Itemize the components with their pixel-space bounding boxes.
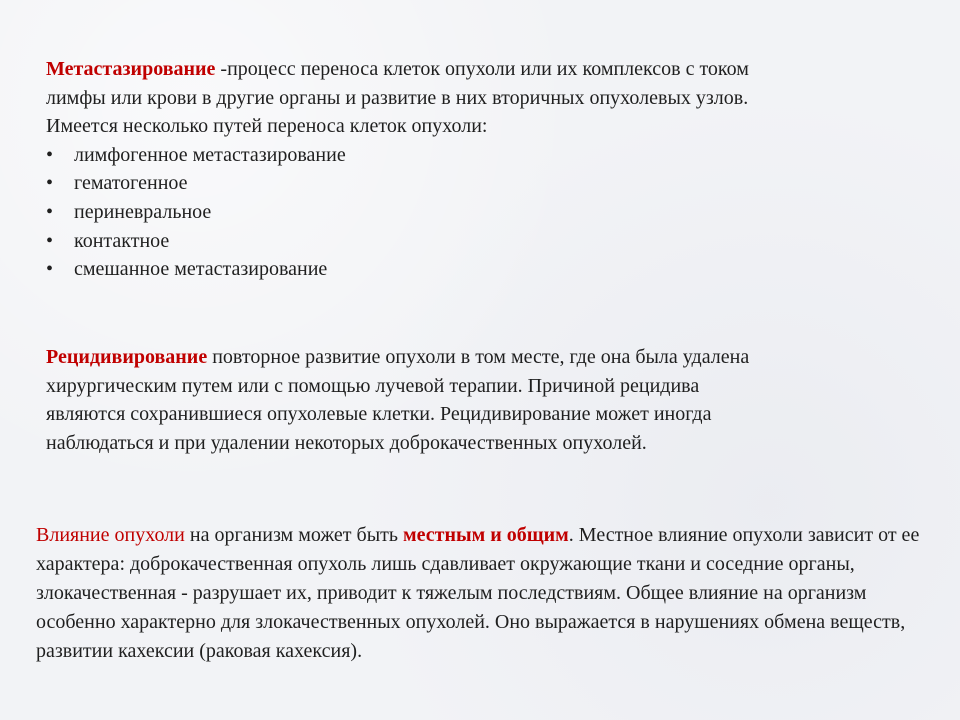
metastasis-section (46, 55, 756, 284)
metastasis-routes-list (46, 141, 756, 284)
list-item (46, 227, 756, 256)
route-label: смешанное метастазирование (74, 258, 328, 281)
influence-section (36, 521, 924, 666)
influence-term: Влияние опухоли (36, 524, 185, 546)
list-item (46, 169, 756, 198)
recurrence-paragraph (46, 343, 756, 457)
influence-text-after: . Местное влияние опухоли зависит от ее характера: доброкачественная опухоль лишь сдавливает окружающие ткани и соседние органы, злокачественная - разрушает их, приводит к тяжелым последствиям. Общее влияние на организм особенно характерно для злокачественных опухолей. Оно выражается в нарушениях обмена веществ, развитии кахексии (раковая кахексия). (36, 524, 920, 662)
bullet-icon: • (46, 200, 54, 223)
bullet-icon: • (46, 172, 54, 195)
route-label: периневральное (74, 200, 212, 223)
recurrence-definition: повторное развитие опухоли в том месте, где она была удалена хирургическим путем или с помощью лучевой терапии. Причиной рецидива являются сохранившиеся опухолевые клетки. Рецидивирование может иногда наблюдаться и при удалении некоторых доброкачественных опухолей. (46, 346, 750, 454)
influence-highlight: местным и общим (403, 524, 569, 546)
list-item (46, 141, 756, 170)
list-item (46, 255, 756, 284)
list-item (46, 198, 756, 227)
bullet-icon: • (46, 143, 54, 166)
metastasis-paragraph (46, 55, 756, 141)
bullet-icon: • (46, 229, 54, 252)
influence-paragraph (36, 521, 924, 666)
route-label: контактное (74, 229, 170, 252)
influence-text-before: на организм может быть (184, 524, 404, 546)
metastasis-term: Метастазирование (46, 58, 216, 80)
route-label: гематогенное (74, 172, 188, 195)
recurrence-term: Рецидивирование (46, 346, 208, 368)
route-label: лимфогенное метастазирование (74, 143, 346, 166)
bullet-icon: • (46, 258, 54, 281)
metastasis-definition: -процесс переноса клеток опухоли или их комплексов с током лимфы или крови в другие органы и развитие в них вторичных опухолевых узлов. Имеется несколько путей переноса клеток опухоли: (46, 58, 749, 138)
recurrence-section (46, 343, 756, 457)
